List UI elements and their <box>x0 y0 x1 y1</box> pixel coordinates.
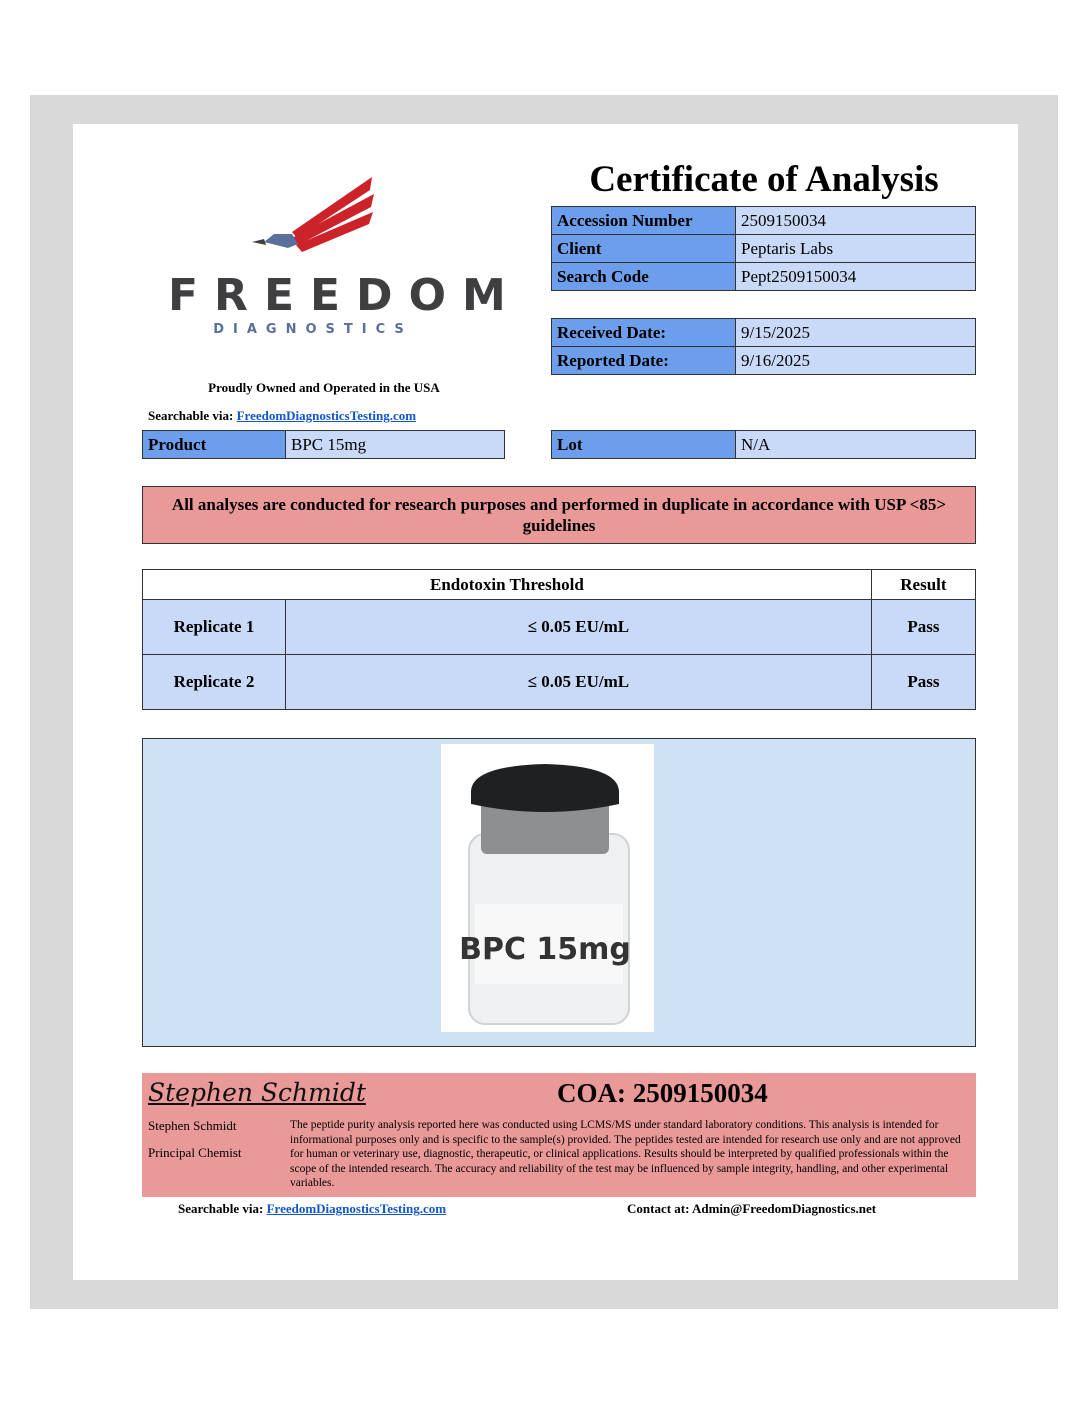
info-value: 9/16/2025 <box>736 347 976 375</box>
signature: Stephen Schmidt <box>148 1078 366 1107</box>
result-cell: Pass <box>871 655 975 710</box>
info-key: Accession Number <box>552 207 736 235</box>
info-key: Search Code <box>552 263 736 291</box>
coa-number: COA: 2509150034 <box>557 1078 768 1108</box>
replicate-cell: Replicate 1 <box>143 600 286 655</box>
eagle-flag-logo-icon <box>252 172 382 262</box>
info-value: 2509150034 <box>736 207 976 235</box>
info-row <box>143 431 505 459</box>
table-row <box>143 600 976 655</box>
info-key: Received Date: <box>552 319 736 347</box>
signer-role: Principal Chemist <box>148 1145 242 1160</box>
searchable-link[interactable]: FreedomDiagnosticsTesting.com <box>236 408 417 423</box>
product-value: BPC 15mg <box>286 431 505 459</box>
info-value: 9/15/2025 <box>736 319 976 347</box>
lot-value: N/A <box>736 431 976 459</box>
disclaimer-text: The peptide purity analysis reported here was conducted using LCMS/MS under standard laboratory conditions. This analysis is intended for informational purposes only and is specific to the sample(s) provided. The peptides tested are intended for research use only and are not approved for human or veterinary use, diagnostic, therapeutic, or clinical applications. Results should be interpreted by qualified professionals within the scope of the intended research. The accuracy and reliability of the test may be influenced by sample integrity, handling, and other experimental variables. <box>290 1119 961 1190</box>
signer-name: Stephen Schmidt <box>148 1118 237 1133</box>
info-key: Reported Date: <box>552 347 736 375</box>
results-header-row <box>143 570 976 600</box>
vial-photo <box>441 744 654 1032</box>
result-header: Result <box>871 570 975 600</box>
brand-tagline: Proudly Owned and Operated in the USA <box>208 380 440 395</box>
footer-search-link[interactable]: FreedomDiagnosticsTesting.com <box>266 1201 447 1216</box>
brand-subtitle: DIAGNOSTICS <box>213 322 413 337</box>
info-row <box>552 431 976 459</box>
accession-table <box>551 206 976 291</box>
searchable-label: Searchable via: <box>148 408 234 423</box>
replicate-cell: Replicate 2 <box>143 655 286 710</box>
info-value: Pept2509150034 <box>736 263 976 291</box>
vial-label: BPC 15mg <box>459 932 631 967</box>
info-key: Client <box>552 235 736 263</box>
threshold-cell: ≤ 0.05 EU/mL <box>286 655 872 710</box>
info-value: Peptaris Labs <box>736 235 976 263</box>
searchable-line <box>148 408 416 424</box>
threshold-header: Endotoxin Threshold <box>143 570 872 600</box>
info-row <box>552 235 976 263</box>
document-title: Certificate of Analysis <box>589 159 939 200</box>
table-row <box>143 655 976 710</box>
result-cell: Pass <box>871 600 975 655</box>
brand-wordmark: FREEDOM <box>168 270 522 321</box>
info-row <box>552 207 976 235</box>
lot-key: Lot <box>552 431 736 459</box>
footer-searchable <box>178 1201 446 1217</box>
info-row <box>552 347 976 375</box>
threshold-cell: ≤ 0.05 EU/mL <box>286 600 872 655</box>
info-row <box>552 263 976 291</box>
endotoxin-results-table <box>142 569 976 710</box>
info-row <box>552 319 976 347</box>
footer-contact: Contact at: Admin@FreedomDiagnostics.net <box>627 1201 877 1216</box>
footer-search-label: Searchable via: <box>178 1201 264 1216</box>
usp-notice: All analyses are conducted for research purposes and performed in duplicate in accordance with USP <85> guidelines <box>142 486 976 544</box>
product-table <box>142 430 505 459</box>
dates-table <box>551 318 976 375</box>
product-key: Product <box>143 431 286 459</box>
lot-table <box>551 430 976 459</box>
